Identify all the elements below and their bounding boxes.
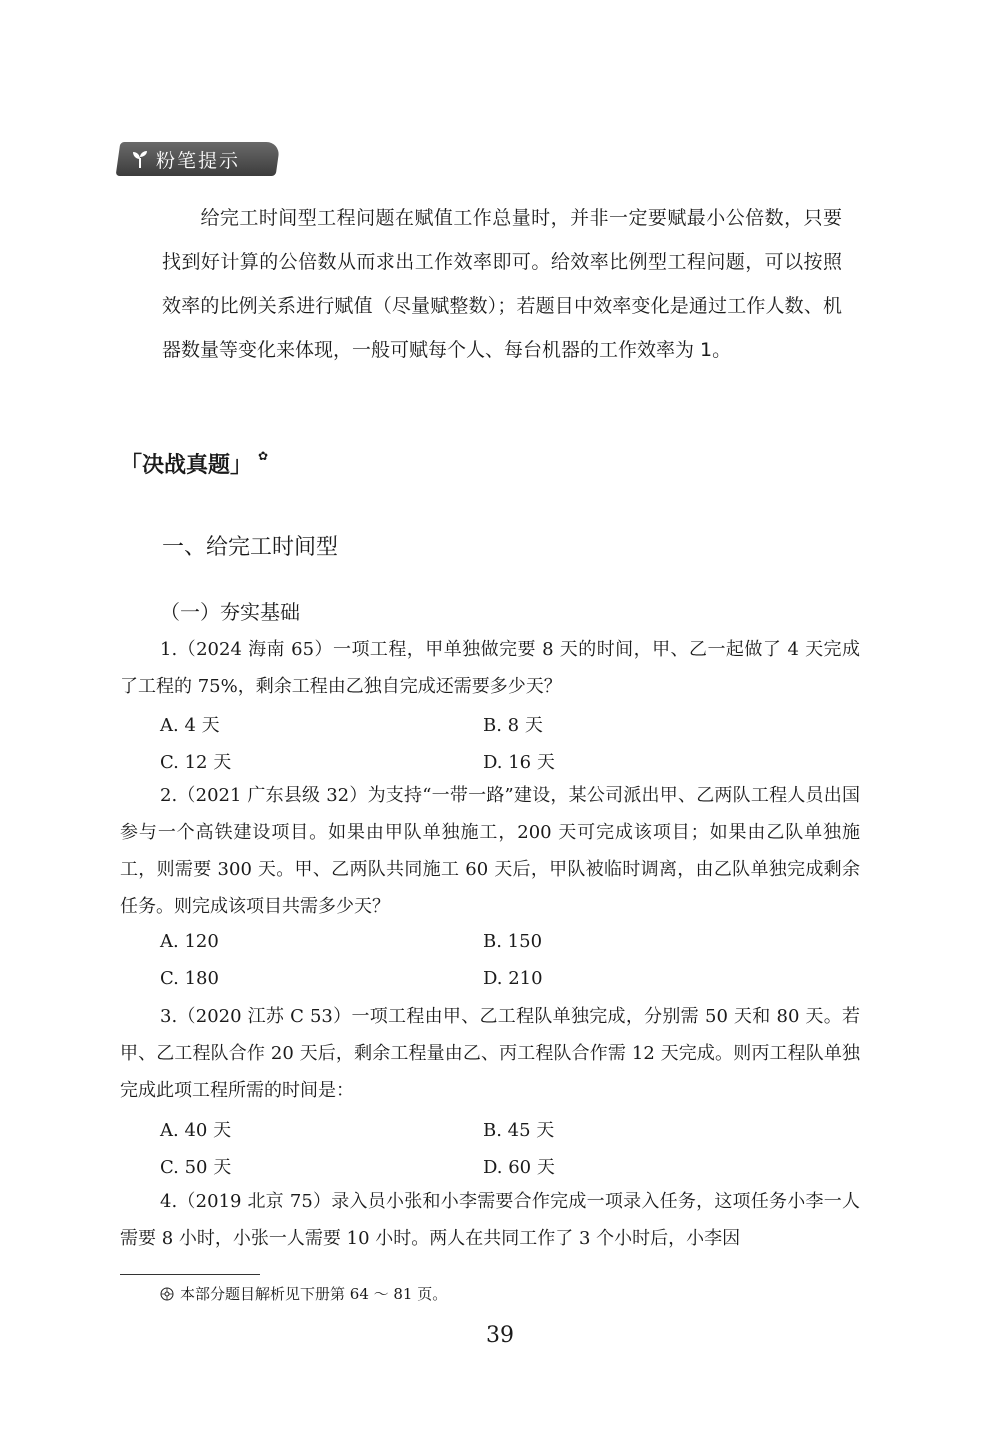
option-c: C. 180: [160, 968, 219, 989]
tip-text: 给完工时间型工程问题在赋值工作总量时，并非一定要赋最小公倍数，只要找到好计算的公倍数从而求出工作效率即可。给效率比例型工程问题，可以按照效率的比例关系进行赋值（尽量赋整数）；若题目中效率变化是通过工作人数、机器数量等变化来体现，一般可赋每个人、每台机器的工作效率为 1。: [162, 207, 842, 361]
option-d: D. 16 天: [483, 752, 555, 773]
footnote-text: 本部分题目解析见下册第 64 ～ 81 页。: [180, 1285, 448, 1303]
question-text: （2020 江苏 C 53）一项工程由甲、乙工程队单独完成，分别需 50 天和 80 天。若甲、乙工程队合作 20 天后，剩余工程量由乙、丙工程队合作需 12 天完成。则丙工程队单独完成此项工程所需的时间是：: [120, 1006, 860, 1101]
flower-icon: [160, 1287, 174, 1301]
option-c: C. 12 天: [160, 752, 232, 773]
footnote-marker: ✿: [258, 449, 269, 463]
tip-banner: [116, 142, 281, 176]
option-a: A. 4 天: [160, 715, 220, 736]
option-b: B. 8 天: [483, 715, 543, 736]
option-a: A. 120: [160, 931, 219, 952]
option-d: D. 60 天: [483, 1157, 555, 1178]
option-b: B. 150: [483, 931, 543, 952]
page-number: 39: [486, 1323, 514, 1348]
footnote-divider: [120, 1274, 260, 1275]
question-2: 2.（2021 广东县级 32）为支持“一带一路”建设，某公司派出甲、乙两队工程人员出国参与一个高铁建设项目。如果由甲队单独施工，200 天可完成该项目；如果由乙队单独施工，则需要 300 天。甲、乙两队共同施工 60 天后，甲队被临时调离，由乙队单独完成剩余任务。则完成该项目共需多少天？: [120, 785, 860, 917]
option-b: B. 45 天: [483, 1120, 555, 1141]
footnote: [160, 1283, 447, 1304]
question-1: 1.（2024 海南 65）一项工程，甲单独做完要 8 天的时间，甲、乙一起做了 4 天完成了工程的 75%，剩余工程由乙独自完成还需要多少天？: [120, 639, 860, 697]
heading-1: 一、给完工时间型: [162, 535, 339, 560]
heading-2: （一）夯实基础: [160, 600, 300, 624]
question-text: （2019 北京 75）录入员小张和小李需要合作完成一项录入任务，这项任务小李一人需要 8 小时，小张一人需要 10 小时。两人在共同工作了 3 个小时后，小李因: [120, 1191, 860, 1249]
option-d: D. 210: [483, 968, 543, 989]
tip-title: 粉笔提示: [156, 149, 241, 172]
question-text: （2021 广东县级 32）为支持“一带一路”建设，某公司派出甲、乙两队工程人员出国参与一个高铁建设项目。如果由甲队单独施工，200 天可完成该项目；如果由乙队单独施工，则需要 300 天。甲、乙两队共同施工 60 天后，甲队被临时调离，由乙队单独完成剩余任务。则完成该项目共需多少天？: [120, 785, 860, 917]
section-title: 「决战真题」 ✿: [120, 449, 269, 478]
question-text: （2024 海南 65）一项工程，甲单独做完要 8 天的时间，甲、乙一起做了 4 天完成了工程的 75%，剩余工程由乙独自完成还需要多少天？: [120, 639, 860, 697]
sprout-icon: [130, 149, 150, 169]
question-3: 3.（2020 江苏 C 53）一项工程由甲、乙工程队单独完成，分别需 50 天和 80 天。若甲、乙工程队合作 20 天后，剩余工程量由乙、丙工程队合作需 12 天完成。则丙工程队单独完成此项工程所需的时间是：: [120, 1006, 860, 1101]
question-4: 4.（2019 北京 75）录入员小张和小李需要合作完成一项录入任务，这项任务小李一人需要 8 小时，小张一人需要 10 小时。两人在共同工作了 3 个小时后，小李因: [120, 1191, 860, 1249]
option-c: C. 50 天: [160, 1157, 232, 1178]
tip-text-block: [162, 196, 842, 372]
option-a: A. 40 天: [160, 1120, 232, 1141]
